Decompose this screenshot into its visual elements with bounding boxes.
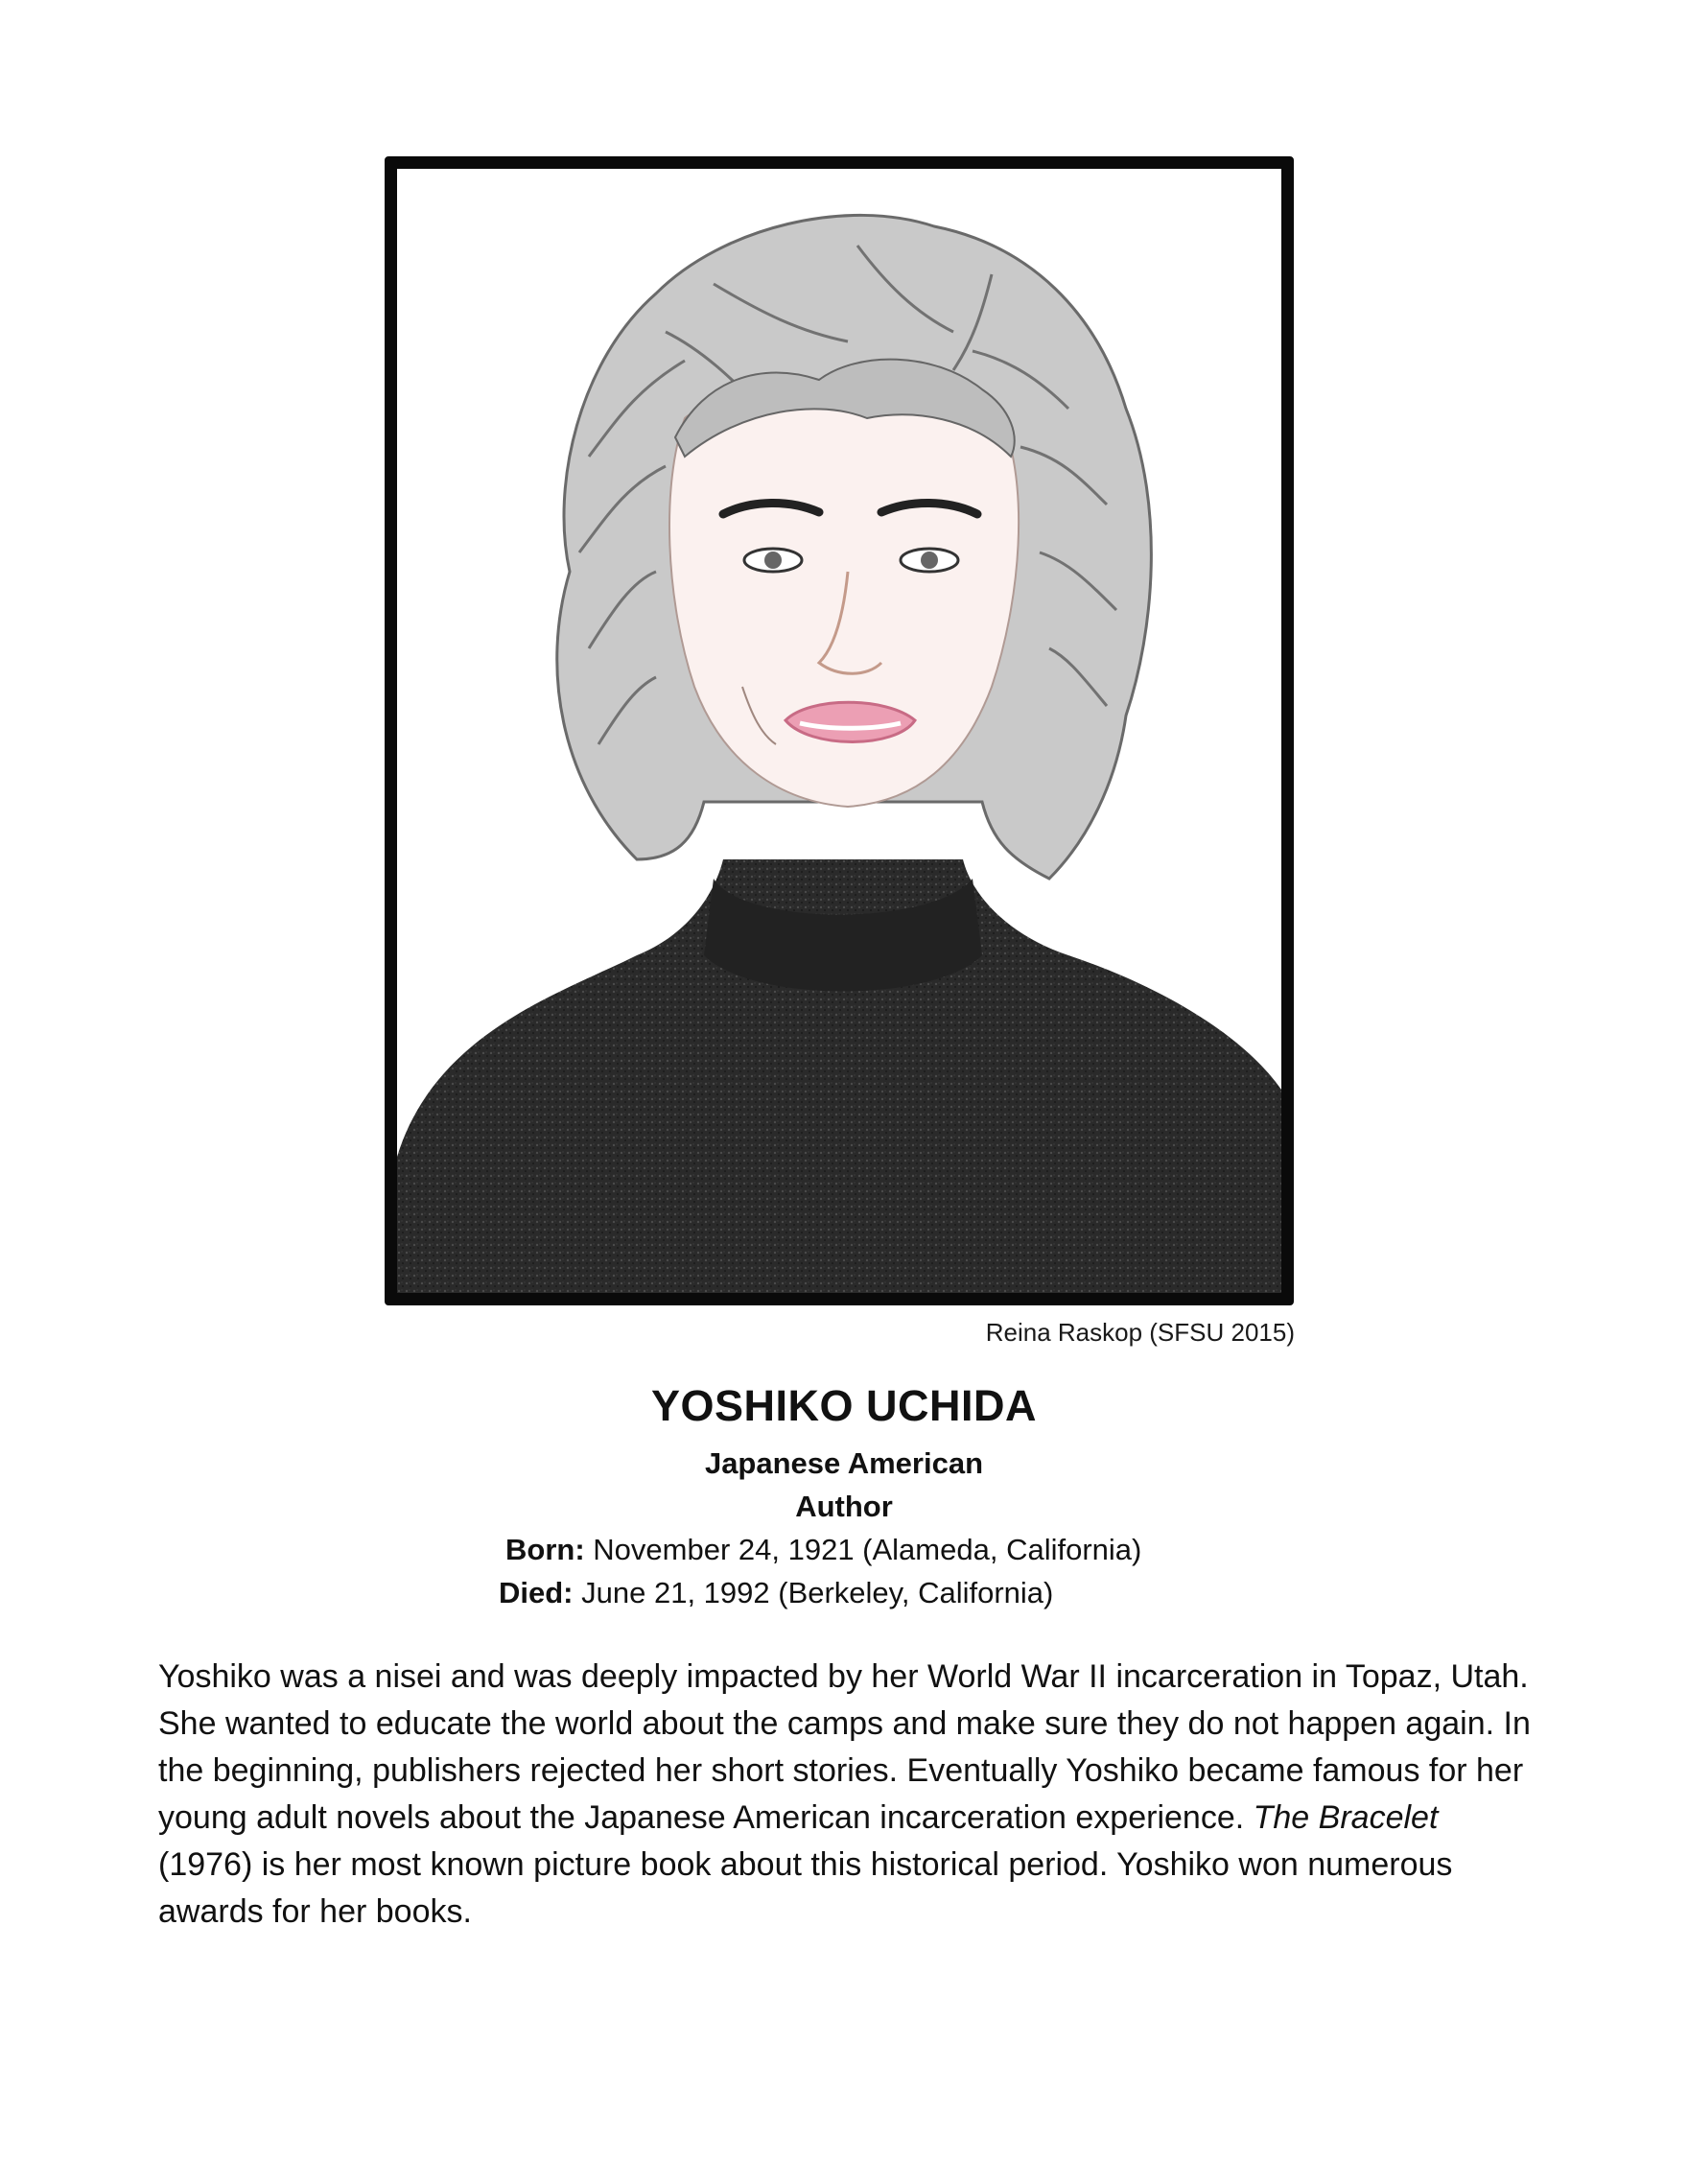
died-value: June 21, 1992 (Berkeley, California) [581,1576,1054,1609]
person-name: YOSHIKO UCHIDA [650,1381,1038,1430]
portrait-drawing [397,169,1281,1293]
born-line [505,1533,1141,1567]
heritage: Japanese American [704,1446,984,1480]
portrait-frame [385,156,1294,1305]
born-label: Born: [505,1533,585,1566]
bio-part-2: (1976) is her most known picture book about this historical period. Yoshiko won numerous awards for her books. [158,1846,1453,1930]
born-value: November 24, 1921 (Alameda, California) [593,1533,1142,1566]
book-title: The Bracelet [1253,1799,1439,1836]
died-label: Died: [499,1576,574,1609]
bio-part-1: Yoshiko was a nisei and was deeply impacted by her World War II incarceration in Topaz, Utah. She wanted to educate the world about the camps and make sure they do not happen again. In the beginning, publishers rejected her short stories. Eventually Yoshiko became famous for her young adult novels about the Japanese American incarceration experience. [158,1658,1531,1836]
died-line [499,1576,1053,1610]
occupation: Author [795,1490,893,1523]
biography [158,1654,1539,1936]
artist-credit: Reina Raskop (SFSU 2015) [985,1318,1295,1347]
